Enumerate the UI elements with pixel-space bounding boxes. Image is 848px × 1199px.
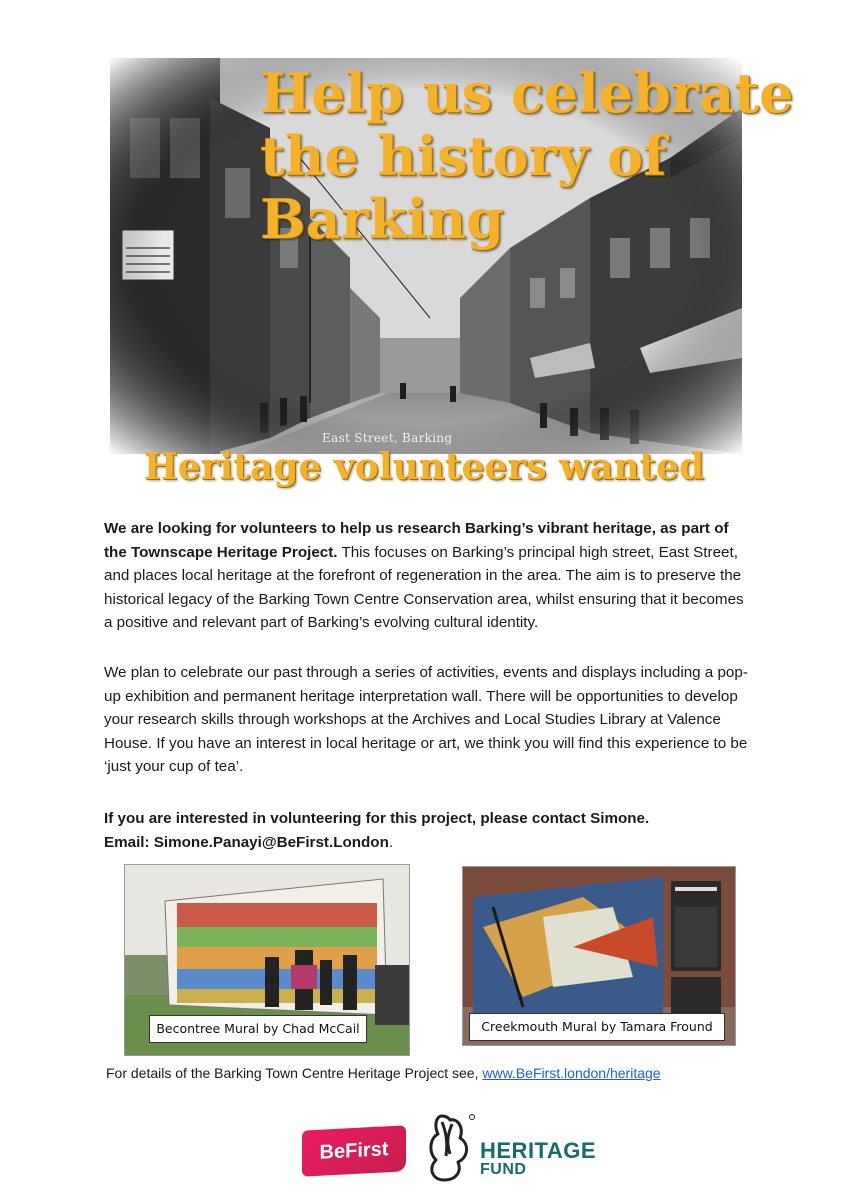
contact-email-period: .	[388, 833, 394, 851]
becontree-mural-photo	[124, 864, 410, 1056]
crossed-fingers-icon	[420, 1112, 476, 1184]
creekmouth-mural-caption: Creekmouth Mural by Tamara Fround	[469, 1013, 725, 1041]
intro-text: This focuses on Barking’s principal high street, East Street, and places local heritage at the forefront of regeneration in the area. The aim is to preserve the historical legacy of the Barking Town Centre Conservation area, whilst ensuring that it becomes a positive and relevant part of Barking’s evolving cultural identity.	[104, 543, 744, 631]
heritage-fund-subtitle: FUND	[480, 1161, 527, 1178]
photo-caption: East Street, Barking	[322, 431, 453, 445]
project-details-text: For details of the Barking Town Centre Heritage Project see,	[106, 1065, 483, 1081]
intro-bold-text: We are looking for volunteers to help us research Barking’s vibrant heritage, as part of the Townscape Heritage Project.	[104, 520, 729, 561]
project-details-line	[106, 1065, 661, 1081]
heritage-fund-title: HERITAGE	[480, 1138, 597, 1163]
contact-line: If you are interested in volunteering for this project, please contact Simone.	[104, 810, 650, 827]
contact-paragraph	[104, 807, 752, 854]
contact-email[interactable]: Email: Simone.Panayi@BeFirst.London	[104, 833, 389, 851]
befirst-logo: BeFirst	[302, 1125, 406, 1176]
becontree-mural-caption: Becontree Mural by Chad McCail	[149, 1015, 367, 1043]
intro-paragraph	[104, 517, 752, 635]
activities-paragraph: We plan to celebrate our past through a series of activities, events and displays including a pop-up exhibition and permanent heritage interpretation wall. There will be opportunities to develop your research skills through workshops at the Archives and Local Studies Library at Valence House. If you have an interest in local heritage or art, we think you will find this experience to be ‘just your cup of tea’.	[104, 664, 748, 775]
sub-headline: Heritage volunteers wanted	[143, 446, 705, 488]
heritage-project-link[interactable]: www.BeFirst.london/heritage	[482, 1065, 661, 1081]
creekmouth-mural-photo	[462, 866, 736, 1046]
page-title: Help us celebrate the history of Barking	[260, 61, 794, 251]
